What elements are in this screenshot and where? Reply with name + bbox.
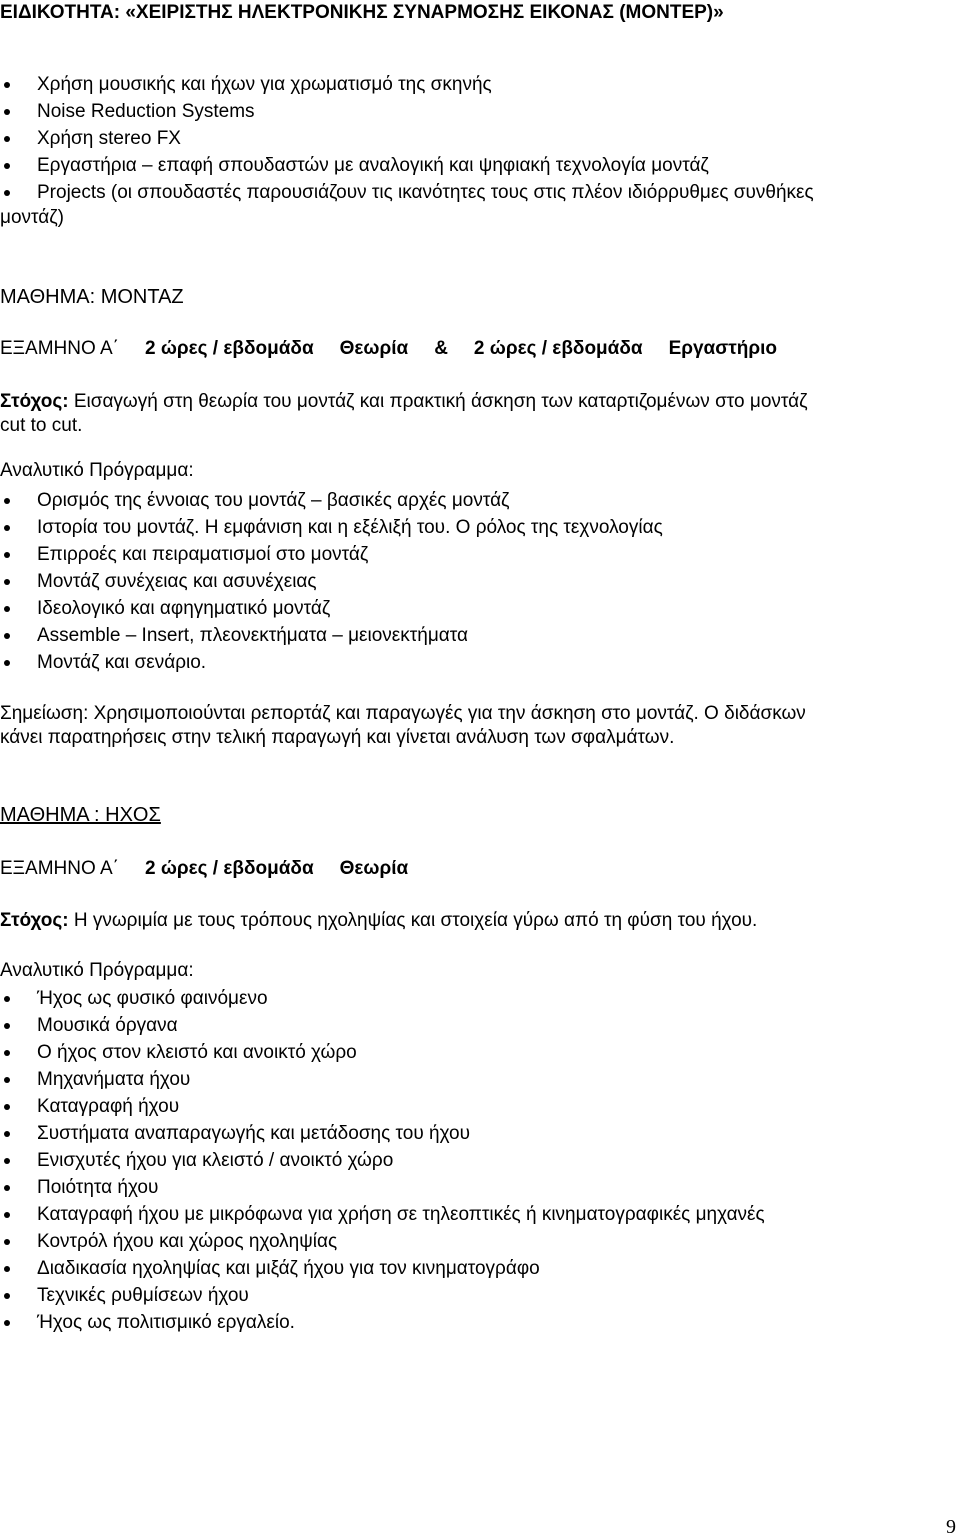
bullet-icon: [4, 82, 10, 88]
type-theory: Θεωρία: [339, 338, 409, 359]
list-item: Εργαστήρια – επαφή σπουδαστών με αναλογική και ψηφιακή τεχνολογία μοντάζ: [0, 152, 814, 179]
list-item: Ήχος ως φυσικό φαινόμενο: [0, 985, 765, 1012]
type-lab: Εργαστήριο: [668, 338, 777, 359]
list-item: Ενισχυτές ήχου για κλειστό / ανοικτό χώρο: [0, 1147, 765, 1174]
bullet-icon: [4, 1104, 10, 1110]
bullet-icon: [4, 606, 10, 612]
sound-goal: [0, 910, 757, 932]
montage-semester-line: [0, 338, 777, 360]
intro-list: [0, 71, 814, 206]
bullet-icon: [4, 109, 10, 115]
goal-text: Εισαγωγή στη θεωρία του μοντάζ και πρακτική άσκηση των καταρτιζομένων στο μοντάζ: [68, 391, 808, 412]
goal-label: Στόχος:: [0, 910, 69, 931]
list-item: Καταγραφή ήχου με μικρόφωνα για χρήση σε τηλεοπτικές ή κινηματογραφικές μηχανές: [0, 1201, 765, 1228]
list-item: Ορισμός της έννοιας του μοντάζ – βασικές αρχές μοντάζ: [0, 487, 663, 514]
list-item: Χρήση μουσικής και ήχων για χρωματισμό της σκηνής: [0, 71, 814, 98]
list-item: Διαδικασία ηχοληψίας και μιξάζ ήχου για τον κινηματογράφο: [0, 1255, 765, 1282]
list-item: Noise Reduction Systems: [0, 98, 814, 125]
semester-label: ΕΞΑΜΗΝΟ Α΄: [0, 338, 119, 359]
bullet-icon: [4, 1293, 10, 1299]
type-theory: Θεωρία: [339, 858, 409, 879]
montage-heading: ΜΑΘΗΜΑ: ΜΟΝΤΑΖ: [0, 286, 184, 308]
sound-semester-line: [0, 858, 408, 880]
list-item: Ο ήχος στον κλειστό και ανοικτό χώρο: [0, 1039, 765, 1066]
list-item: Ιδεολογικό και αφηγηματικό μοντάζ: [0, 595, 663, 622]
bullet-icon: [4, 1077, 10, 1083]
bullet-icon: [4, 136, 10, 142]
bullet-icon: [4, 1320, 10, 1326]
note-line: Σημείωση: Χρησιμοποιούνται ρεπορτάζ και παραγωγές για την άσκηση στο μοντάζ. Ο διδάσκων: [0, 703, 806, 724]
semester-label: ΕΞΑΜΗΝΟ Α΄: [0, 858, 119, 879]
list-item: Projects (οι σπουδαστές παρουσιάζουν τις ικανότητες τους στις πλέον ιδιόρρυθμες συνθήκες: [0, 179, 814, 206]
bullet-icon: [4, 1239, 10, 1245]
list-item: Ποιότητα ήχου: [0, 1174, 765, 1201]
page-number: 9: [946, 1516, 956, 1538]
bullet-icon: [4, 163, 10, 169]
goal-text: Η γνωριμία με τους τρόπους ηχοληψίας και στοιχεία γύρω από τη φύση του ήχου.: [68, 910, 758, 931]
bullet-icon: [4, 1185, 10, 1191]
hours-theory: 2 ώρες / εβδομάδα: [144, 858, 314, 879]
bullet-icon: [4, 525, 10, 531]
list-item: Μουσικά όργανα: [0, 1012, 765, 1039]
hours-lab: 2 ώρες / εβδομάδα: [473, 338, 643, 359]
list-item: Καταγραφή ήχου: [0, 1093, 765, 1120]
bullet-icon: [4, 660, 10, 666]
list-item: Τεχνικές ρυθμίσεων ήχου: [0, 1282, 765, 1309]
bullet-icon: [4, 633, 10, 639]
list-item: Assemble – Insert, πλεονεκτήματα – μειονεκτήματα: [0, 622, 663, 649]
list-item: Ιστορία του μοντάζ. Η εμφάνιση και η εξέλιξή του. Ο ρόλος της τεχνολογίας: [0, 514, 663, 541]
hours-theory: 2 ώρες / εβδομάδα: [144, 338, 314, 359]
list-item: Κοντρόλ ήχου και χώρος ηχοληψίας: [0, 1228, 765, 1255]
page-title: ΕΙΔΙΚΟΤΗΤΑ: «ΧΕΙΡΙΣΤΗΣ ΗΛΕΚΤΡΟΝΙΚΗΣ ΣΥΝΑΡΜΟΣΗΣ ΕΙΚΟΝΑΣ (ΜΟΝΤΕΡ)»: [0, 2, 724, 23]
bullet-icon: [4, 1131, 10, 1137]
bullet-icon: [4, 1212, 10, 1218]
montage-syllabus-label: Αναλυτικό Πρόγραμμα:: [0, 460, 194, 481]
bullet-icon: [4, 579, 10, 585]
bullet-icon: [4, 1266, 10, 1272]
list-item: Μοντάζ συνέχειας και ασυνέχειας: [0, 568, 663, 595]
list-item: Μηχανήματα ήχου: [0, 1066, 765, 1093]
list-item: Χρήση stereo FX: [0, 125, 814, 152]
goal-label: Στόχος:: [0, 391, 69, 412]
bullet-icon: [4, 1023, 10, 1029]
bullet-icon: [4, 1050, 10, 1056]
list-item: Επιρροές και πειραματισμοί στο μοντάζ: [0, 541, 663, 568]
bullet-icon: [4, 498, 10, 504]
list-item: Μοντάζ και σενάριο.: [0, 649, 663, 676]
montage-note: [0, 702, 950, 750]
montage-syllabus-list: [0, 487, 663, 676]
sound-syllabus-label: Αναλυτικό Πρόγραμμα:: [0, 960, 194, 981]
bullet-icon: [4, 190, 10, 196]
ampersand: &: [434, 338, 448, 359]
list-item: Συστήματα αναπαραγωγής και μετάδοσης του ήχου: [0, 1120, 765, 1147]
goal-text-continued: cut to cut.: [0, 415, 83, 436]
note-line: κάνει παρατηρήσεις στην τελική παραγωγή και γίνεται ανάλυση των σφαλμάτων.: [0, 727, 675, 748]
bullet-icon: [4, 552, 10, 558]
bullet-icon: [4, 996, 10, 1002]
sound-heading: ΜΑΘΗΜΑ : ΗΧΟΣ: [0, 804, 161, 826]
montage-goal: [0, 390, 950, 438]
bullet-icon: [4, 1158, 10, 1164]
intro-list-continuation: μοντάζ): [0, 207, 64, 228]
list-item: Ήχος ως πολιτισμικό εργαλείο.: [0, 1309, 765, 1336]
sound-syllabus-list: [0, 985, 765, 1336]
